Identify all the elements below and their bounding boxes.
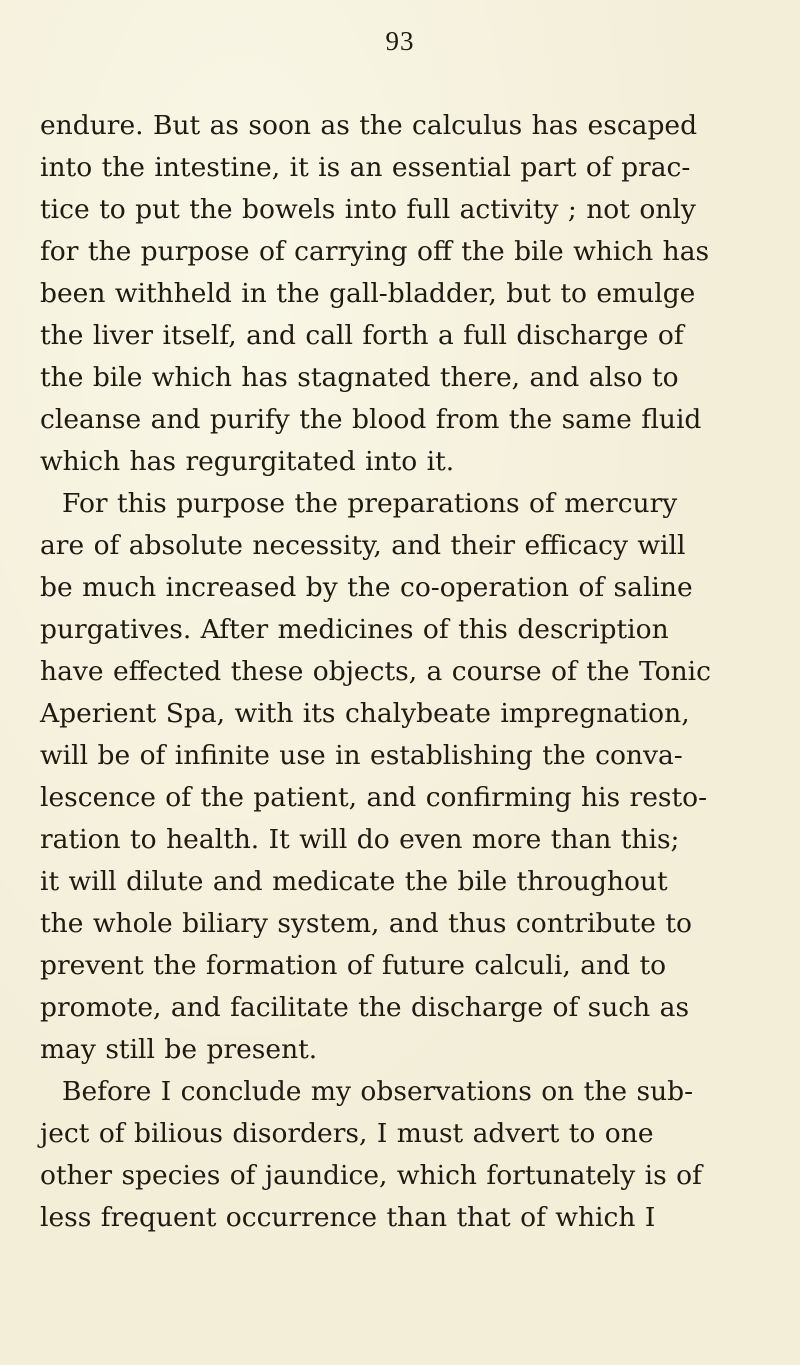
text-line: be much increased by the co-operation of saline (40, 572, 693, 603)
text-line: for the purpose of carrying off the bile which has (40, 236, 710, 267)
text-line: tice to put the bowels into full activity ; not only (40, 194, 696, 225)
text-line: the bile which has stagnated there, and also to (40, 362, 679, 393)
text-line: ject of bilious disorders, I must advert to one (40, 1118, 654, 1149)
text-line: been withheld in the gall-bladder, but to emulge (40, 278, 696, 309)
text-line: are of absolute necessity, and their efficacy will (40, 530, 686, 561)
text-line: will be of infinite use in establishing the conva- (40, 740, 683, 771)
text-line: into the intestine, it is an essential part of prac- (40, 152, 691, 183)
text-line: the liver itself, and call forth a full discharge of (40, 320, 684, 351)
text-line: Aperient Spa, with its chalybeate impregnation, (40, 698, 690, 729)
text-line: cleanse and purify the blood from the same fluid (40, 404, 702, 435)
text-line: the whole biliary system, and thus contribute to (40, 908, 692, 939)
text-line: endure. But as soon as the calculus has escaped (40, 110, 698, 141)
page-number: 93 (385, 26, 415, 56)
text-line: may still be present. (40, 1034, 318, 1065)
text-line: other species of jaundice, which fortunately is of (40, 1160, 702, 1191)
text-line: have effected these objects, a course of the Tonic (40, 656, 711, 687)
text-line: promote, and facilitate the discharge of such as (40, 992, 690, 1023)
text-line: prevent the formation of future calculi, and to (40, 950, 667, 981)
text-line: ration to health. It will do even more than this; (40, 824, 680, 855)
text-line: less frequent occurrence than that of which I (40, 1202, 656, 1233)
text-line: lescence of the patient, and confirming his resto- (40, 782, 708, 813)
text-line: purgatives. After medicines of this description (40, 614, 669, 645)
text-line: it will dilute and medicate the bile throughout (40, 866, 668, 897)
paragraph-start-line: For this purpose the preparations of mercury (62, 488, 678, 519)
text-line: which has regurgitated into it. (40, 446, 455, 477)
body-text (40, 105, 740, 1239)
paragraph-start-line: Before I conclude my observations on the sub- (62, 1076, 694, 1107)
